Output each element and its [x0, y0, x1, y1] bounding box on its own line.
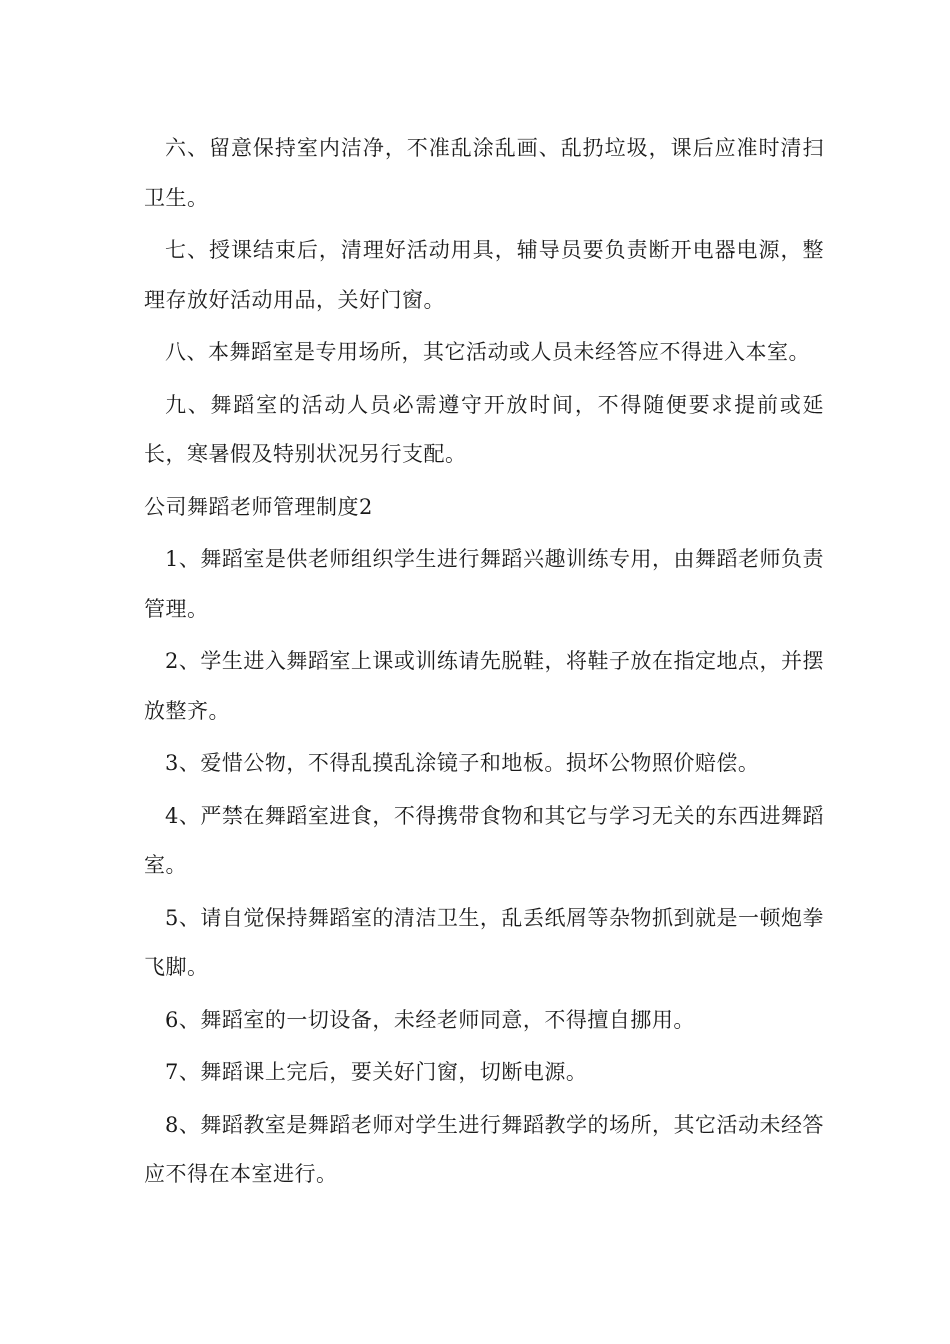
rule-item-2: 2、学生进入舞蹈室上课或训练请先脱鞋，将鞋子放在指定地点，并摆放整齐。 [144, 649, 824, 723]
rule-item-8: 八、本舞蹈室是专用场所，其它活动或人员未经答应不得进入本室。 [165, 340, 810, 364]
rule-item-3: 3、爱惜公物，不得乱摸乱涂镜子和地板。损坏公物照价赔偿。 [165, 751, 760, 775]
section-heading: 公司舞蹈老师管理制度2 [144, 494, 373, 519]
rule-item-9: 九、舞蹈室的活动人员必需遵守开放时间，不得随便要求提前或延长，寒暑假及特别状况另行支配。 [144, 392, 824, 466]
rule-item-6: 六、留意保持室内洁净，不准乱涂乱画、乱扔垃圾，课后应准时清扫卫生。 [144, 136, 824, 210]
rule-item-8b: 8、舞蹈教室是舞蹈老师对学生进行舞蹈教学的场所，其它活动未经答应不得在本室进行。 [144, 1112, 824, 1186]
rule-item-7b: 7、舞蹈课上完后，要关好门窗，切断电源。 [165, 1060, 588, 1084]
rule-item-1: 1、舞蹈室是供老师组织学生进行舞蹈兴趣训练专用，由舞蹈老师负责管理。 [144, 547, 824, 621]
rule-item-4: 4、严禁在舞蹈室进食，不得携带食物和其它与学习无关的东西进舞蹈室。 [144, 803, 824, 877]
rule-item-5: 5、请自觉保持舞蹈室的清洁卫生，乱丢纸屑等杂物抓到就是一顿炮拳飞脚。 [144, 905, 824, 979]
rule-item-6b: 6、舞蹈室的一切设备，未经老师同意，不得擅自挪用。 [165, 1007, 695, 1032]
rule-item-7: 七、授课结束后，清理好活动用具，辅导员要负责断开电器电源，整理存放好活动用品，关好门窗。 [144, 238, 824, 312]
document-page [144, 124, 824, 1203]
